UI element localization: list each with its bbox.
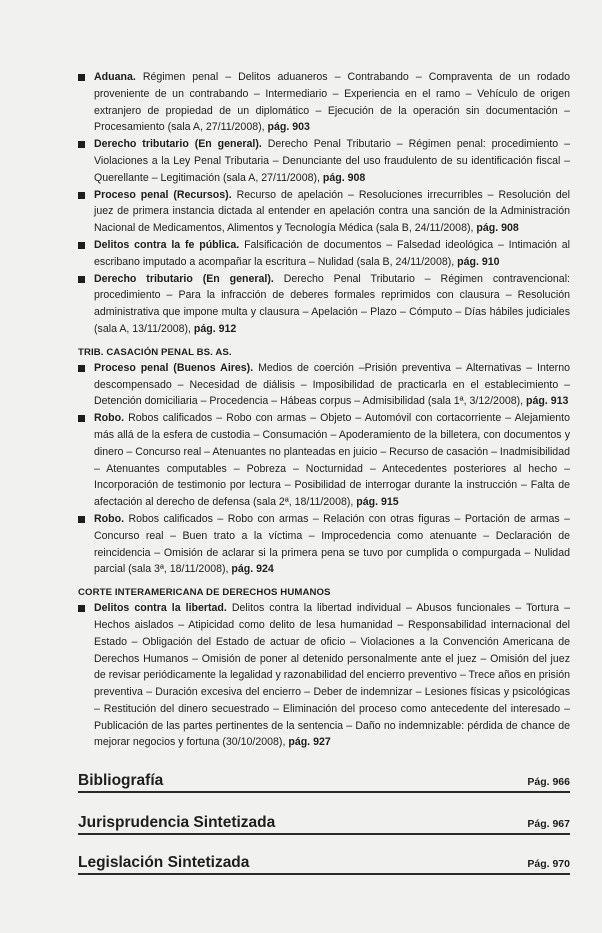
entry-page: pág. 910 [457, 255, 500, 268]
index-row-bibliografia [78, 767, 570, 793]
entry-text: Medios de coerción –Prisión preventiva – Alternativas – Interno descompensado – Necesidad de diálisis – Imposibilidad de practicarla en el establecimiento – Detención domiciliaria – Procedencia – Hábeas corpus – Admisibilidad (sala 1ª, 3/12/2008), [94, 361, 570, 408]
entry-text: Derecho Penal Tributario – Régimen penal: procedimiento – Violaciones a la Ley Penal Tributaria – Denunciante del uso fraudulento de su identificación fiscal – Querellante – Legitimación (sala A, 27/11/2008), [94, 138, 570, 184]
list-item [78, 69, 570, 136]
list-item [78, 511, 570, 578]
bullet-square-icon [78, 141, 85, 148]
list-item [78, 410, 570, 511]
entry-text: Robos calificados – Robo con armas – Objeto – Automóvil con cortacorriente – Alejamiento más allá de la esfera de custodia – Consumación – Apoderamiento de la billetera, con documentos y dinero – Concurso real – Atenuantes no planteadas en juicio – Recurso de casación – Inadmisibilidad – Atenuantes computables – Pobreza – Nocturnidad – Antecedentes posteriores al hecho – Incorporación de testimonio por lectura – Posibilidad de interrogar durante la instrucción – Falta de afectación al derecho de defensa (sala 2ª, 18/11/2008), [94, 412, 570, 509]
entry-page: pág. 913 [526, 395, 569, 408]
section-heading: TRIB. CASACIÓN PENAL BS. AS. [78, 346, 232, 358]
entry-text: Derecho Penal Tributario – Régimen contravencional: procedimiento – Para la infracción de deberes formales reprimidos con clausura – Resolución administrativa que impone multa y clausura – Apelación – Plazo – Cómputo – Días hábiles judiciales (sala A, 13/11/2008), [94, 272, 570, 335]
entry-head: Derecho tributario (En general). [94, 272, 274, 285]
entry-head: Delitos contra la libertad. [94, 602, 227, 615]
index-row-legislacion [78, 849, 570, 875]
index-row-jurisprudencia [78, 809, 570, 835]
entry-page: pág. 903 [267, 121, 310, 134]
list-item [78, 136, 570, 186]
list-item [78, 187, 570, 237]
entry-head: Derecho tributario (En general). [94, 138, 262, 151]
bullet-square-icon [78, 192, 85, 199]
index-row-page: Pág. 970 [527, 858, 570, 870]
bullet-square-icon [78, 242, 85, 249]
entry-head: Proceso penal (Buenos Aires). [94, 361, 254, 374]
entry-page: pág. 915 [356, 496, 399, 509]
bullet-square-icon [78, 415, 85, 422]
bullet-square-icon [78, 276, 85, 283]
list-item [78, 237, 570, 271]
entries-list [78, 69, 570, 751]
entry-text: Falsificación de documentos – Falsedad ideológica – Intimación al escribano imputado a acompañar la escritura – Nulidad (sala B, 24/11/2008), [94, 238, 570, 268]
list-item [78, 360, 570, 410]
entry-head: Robo. [94, 412, 125, 425]
section-heading: CORTE INTERAMERICANA DE DERECHOS HUMANOS [78, 587, 331, 599]
entry-text: Régimen penal – Delitos aduaneros – Contrabando – Compraventa de un rodado proveniente de un contrabando – Intermediario – Experiencia en el ramo – Vehículo de origen extranjero de propiedad de un diplomático – Ejecución de la operación sin documentación – Procesamiento (sala A, 27/11/2008), [94, 71, 570, 134]
entry-page: pág. 924 [231, 563, 274, 576]
bullet-square-icon [78, 605, 85, 612]
index-row-page: Pág. 966 [527, 776, 570, 788]
entry-head: Delitos contra la fe pública. [94, 238, 240, 251]
entry-text: Delitos contra la libertad individual – Abusos funcionales – Tortura – Hechos aislados – Atipicidad como delito de lesa humanidad – Responsabilidad internacional del Estado – Obligación del Estado de actuar de oficio – Violaciones a la Convención Americana de Derechos Humanos – Omisión de poner al detenido personalmente ante el juez – Omisión del juez de revisar periódicamente la legalidad y razonabilidad del encierro preventivo – Trece años en prisión preventiva – Duración excesiva del encierro – Deber de indemnizar – Lesiones físicas y psicológicas – Restitución del dinero secuestrado – Eliminación del proceso como antecedente del interesado – Publicación de las partes pertinentes de la sentencia – Daño no indemnizable: pérdida de chance de mejorar negocios y fortuna (30/10/2008), [94, 602, 570, 749]
entry-text: Robos calificados – Robo con armas – Relación con otras figuras – Portación de armas – Concurso real – Buen trato a la víctima – Improcedencia como atenuante – Declaración de reincidencia – Omisión de aclarar si la primera pena se tuvo por cumplida o compurgada – Nulidad parcial (sala 3ª, 18/11/2008), [94, 512, 570, 576]
entry-head: Proceso penal (Recursos). [94, 188, 232, 201]
index-row-title: Bibliografía [78, 772, 164, 789]
bullet-square-icon [78, 74, 85, 81]
entry-page: pág. 927 [288, 736, 331, 749]
entry-head: Robo. [94, 512, 125, 525]
entry-text: Recurso de apelación – Resoluciones irrecurribles – Resolución del juez de primera instancia dictada al entender en apelación contra una sanción de la Administración Nacional de Medicamentos, Alimentos y Tecnología Médica (sala B, 24/11/2008), [94, 188, 570, 235]
entry-head: Aduana. [94, 71, 136, 83]
list-item [78, 271, 570, 338]
list-item [78, 600, 570, 751]
bullet-square-icon [78, 365, 85, 372]
index-row-title: Legislación Sintetizada [78, 854, 250, 871]
entry-page: pág. 908 [322, 171, 366, 184]
entry-page: pág. 912 [193, 322, 237, 335]
index-row-page: Pág. 967 [527, 818, 570, 830]
entry-page: pág. 908 [476, 222, 519, 235]
bullet-square-icon [78, 516, 85, 523]
index-row-title: Jurisprudencia Sintetizada [78, 814, 276, 831]
